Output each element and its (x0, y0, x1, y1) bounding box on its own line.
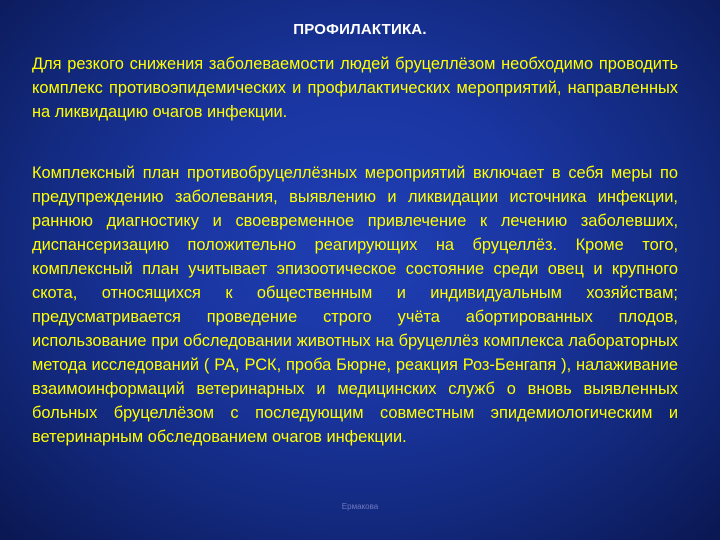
plan-paragraph: Комплексный план противобруцеллёзных мероприятий включает в себя меры по предупреждению заболевания, выявлению и ликвидации источника инфекции, раннюю диагностику и своевременное привлечение к лечению заболевших, диспансеризацию положительно реагирующих на бруцеллёз. Кроме того, комплексный план учитывает эпизоотическое состояние среди овец и крупного скота, относящихся к общественным и индивидуальным хозяйствам; предусматривается проведение строго учёта абортированных плодов, использование при обследовании животных на бруцеллёз комплекса лабораторных метода исследований ( РА, РСК, проба Бюрне, реакция Роз-Бенгапя ), налаживание взаимоинформаций ветеринарных и медицинских служб о вновь выявленных больных бруцеллёзом с последующим совместным эпидемиологическим и ветеринарным обследованием очагов инфекции. (32, 164, 678, 446)
slide-footer: Ермакова (341, 502, 379, 511)
slide-title: ПРОФИЛАКТИКА. (293, 21, 427, 38)
intro-paragraph: Для резкого снижения заболеваемости людей бруцеллёзом необходимо проводить комплекс противоэпидемических и профилактических мероприятий, направленных на ликвидацию очагов инфекции. (32, 55, 678, 121)
